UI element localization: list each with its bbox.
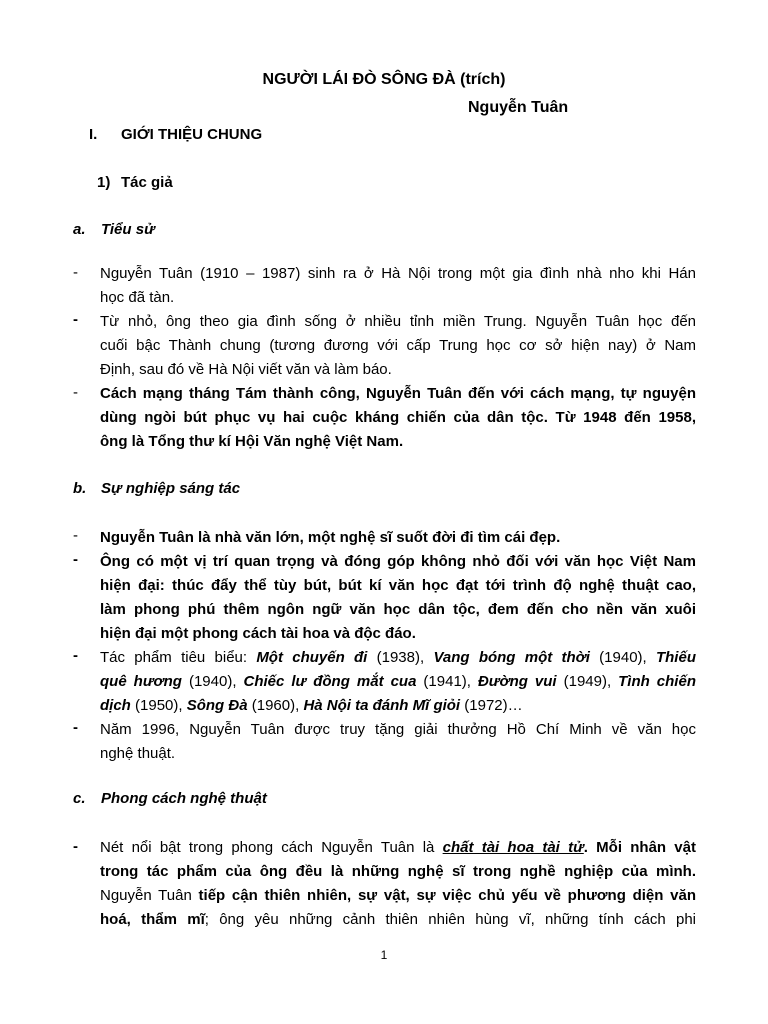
text-line: dùng ngòi bút phục vụ hai cuộc kháng chiến của dân tộc. Từ 1948 đến 1958, bbox=[100, 409, 696, 426]
heading-tieu-su: Tiểu sử bbox=[101, 221, 155, 238]
text-line: Nguyễn Tuân (1910 – 1987) sinh ra ở Hà Nội trong một gia đình nhà nho khi Hán bbox=[100, 265, 696, 282]
work-title: Sông Đà bbox=[186, 697, 248, 714]
text-line: ông là Tổng thư kí Hội Văn nghệ Việt Nam. bbox=[100, 433, 404, 450]
text-run: (1940), bbox=[181, 673, 244, 690]
text-run: Nguyễn Tuân bbox=[100, 887, 199, 904]
text-run: Tác phẩm tiêu biểu: bbox=[100, 649, 257, 666]
paragraph-childhood bbox=[100, 310, 696, 382]
text-line: Ông có một vị trí quan trọng và đóng góp không nhỏ đối với văn học Việt Nam bbox=[100, 553, 696, 570]
dash-bullet: - bbox=[73, 527, 78, 544]
text-line: hiện đại: thúc đẩy thể tùy bút, bút kí văn học đạt tới trình độ nghệ thuật cao, bbox=[100, 577, 696, 594]
text-run: Nét nổi bật trong phong cách Nguyễn Tuân là bbox=[100, 839, 443, 856]
text-line: trong tác phẩm của ông đều là những nghệ sĩ trong nghề nghiệp của mình. bbox=[100, 863, 696, 880]
text-line bbox=[100, 694, 696, 718]
subsection-number: 1) bbox=[97, 174, 111, 191]
paragraph-award bbox=[100, 718, 696, 766]
heading-letter-c: c. bbox=[73, 790, 86, 807]
text-run: tiếp cận thiên nhiên, sự vật, sự việc chủ yếu về phương diện văn bbox=[198, 887, 696, 904]
work-title: Vang bóng một thời bbox=[433, 649, 590, 666]
text-line bbox=[100, 836, 696, 860]
text-line bbox=[100, 884, 696, 908]
document-author: Nguyễn Tuân bbox=[468, 99, 569, 116]
text-line: làm phong phú thêm ngôn ngữ văn học dân tộc, đem đến cho nền văn xuôi bbox=[100, 601, 696, 618]
heading-letter-a: a. bbox=[73, 221, 86, 238]
page-number: 1 bbox=[380, 948, 388, 962]
work-title: Chiếc lư đồng mắt cua bbox=[243, 673, 417, 690]
text-line: hiện đại một phong cách tài hoa và độc đáo. bbox=[100, 625, 416, 642]
text-run: (1950), bbox=[130, 697, 187, 714]
text-run: ; ông yêu những cảnh thiên nhiên hùng vĩ, những tính cách phi bbox=[204, 911, 696, 928]
text-run: (1940), bbox=[589, 649, 656, 666]
paragraph-great-writer bbox=[100, 526, 696, 550]
work-title: Một chuyến đi bbox=[256, 649, 368, 666]
text-line: Cách mạng tháng Tám thành công, Nguyễn Tuân đến với cách mạng, tự nguyện bbox=[100, 385, 696, 402]
text-run: (1960), bbox=[247, 697, 304, 714]
emphasis-underlined: chất tài hoa tài tử bbox=[442, 839, 584, 856]
text-line bbox=[100, 670, 696, 694]
text-run: (1938), bbox=[367, 649, 434, 666]
paragraph-revolution bbox=[100, 382, 696, 454]
text-line: học đã tàn. bbox=[100, 289, 175, 306]
heading-su-nghiep: Sự nghiệp sáng tác bbox=[101, 480, 241, 497]
dash-bullet: - bbox=[73, 647, 78, 664]
text-run: . Mỗi nhân vật bbox=[583, 839, 696, 856]
text-run: hoá, thẩm mĩ bbox=[100, 911, 205, 928]
work-title: Tình chiến bbox=[618, 673, 696, 690]
dash-bullet: - bbox=[73, 719, 78, 736]
text-run: (1941), bbox=[416, 673, 478, 690]
paragraph-contribution bbox=[100, 550, 696, 646]
text-line: Từ nhỏ, ông theo gia đình sống ở nhiều tỉnh miền Trung. Nguyễn Tuân học đến bbox=[100, 313, 696, 330]
dash-bullet: - bbox=[73, 264, 78, 281]
text-run: (1972)… bbox=[460, 697, 523, 714]
paragraph-birth bbox=[100, 262, 696, 310]
work-title: Hà Nội ta đánh Mĩ giỏi bbox=[303, 697, 461, 714]
dash-bullet: - bbox=[73, 311, 78, 328]
work-title: Đường vui bbox=[477, 673, 557, 690]
text-line bbox=[100, 646, 696, 670]
work-title: quê hương bbox=[100, 673, 182, 690]
dash-bullet: - bbox=[73, 838, 78, 855]
dash-bullet: - bbox=[73, 551, 78, 568]
section-number: I. bbox=[89, 126, 98, 143]
paragraph-style bbox=[100, 836, 696, 932]
subsection-heading: Tác giả bbox=[121, 174, 173, 191]
paragraph-works bbox=[100, 646, 696, 718]
text-line: Định, sau đó về Hà Nội viết văn và làm báo. bbox=[100, 361, 392, 378]
work-title: dịch bbox=[100, 697, 131, 714]
section-heading: GIỚI THIỆU CHUNG bbox=[121, 126, 263, 143]
heading-phong-cach: Phong cách nghệ thuật bbox=[101, 790, 267, 807]
text-line: Năm 1996, Nguyễn Tuân được truy tặng giải thưởng Hồ Chí Minh về văn học bbox=[100, 721, 696, 738]
document-title: NGƯỜI LÁI ĐÒ SÔNG ĐÀ (trích) bbox=[262, 71, 506, 88]
work-title: Thiếu bbox=[655, 649, 696, 666]
text-line: nghệ thuật. bbox=[100, 745, 176, 762]
text-run: (1949), bbox=[556, 673, 619, 690]
text-line: cuối bậc Thành chung (tương đương với cấp Trung học cơ sở hiện nay) ở Nam bbox=[100, 337, 696, 354]
text-line bbox=[100, 908, 696, 932]
dash-bullet: - bbox=[73, 384, 78, 401]
text-line: Nguyễn Tuân là nhà văn lớn, một nghệ sĩ suốt đời đi tìm cái đẹp. bbox=[100, 529, 561, 546]
heading-letter-b: b. bbox=[73, 480, 87, 497]
